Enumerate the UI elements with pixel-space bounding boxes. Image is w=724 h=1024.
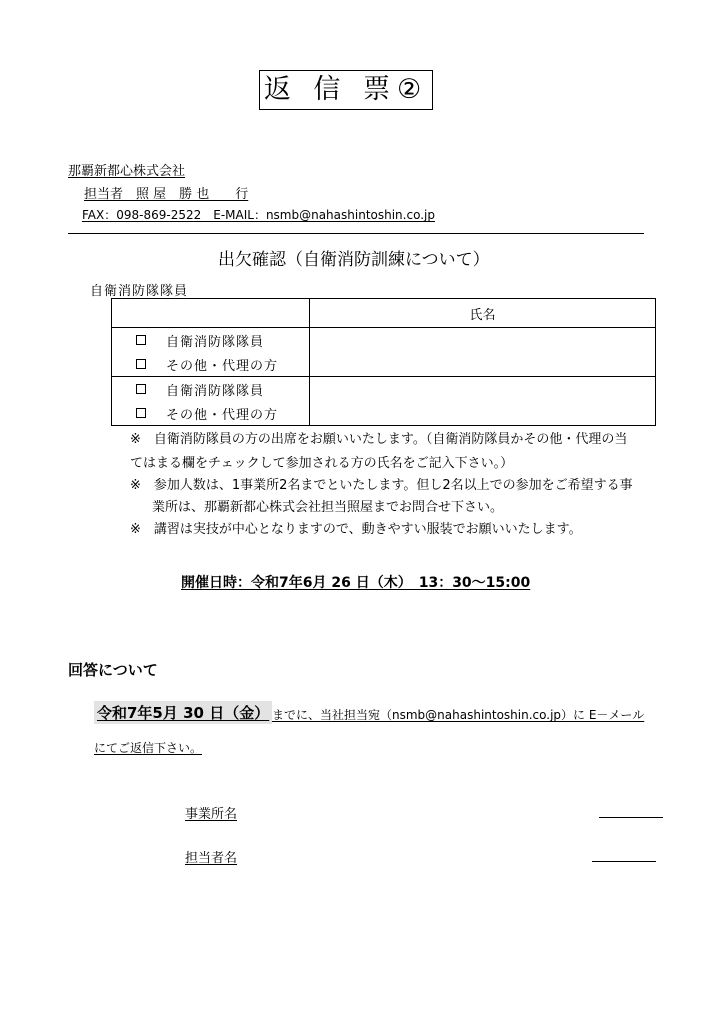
- divider-line: [68, 233, 644, 234]
- option-member-label: 自衛消防隊隊員: [166, 334, 265, 350]
- reply-deadline: 令和7年5月 30 日（金）: [94, 701, 272, 724]
- option-proxy-label: その他・代理の方: [166, 407, 279, 423]
- form-heading: 出欠確認（自衛消防訓練について）: [218, 250, 490, 270]
- office-name-label: 事業所名: [185, 807, 238, 822]
- reply-instruction-cont: にてご返信下さい。: [94, 741, 203, 755]
- office-name-line[interactable]: [599, 817, 663, 818]
- note-line: てはまる欄をチェックして参加される方の氏名をご記入下さい。）: [130, 456, 514, 471]
- recipient-fax-email: FAX：098-869-2522 E-MAIL：nsmb@nahashintoshin.co.jp: [82, 208, 435, 222]
- checkbox-member[interactable]: [136, 384, 146, 394]
- checkbox-member[interactable]: [136, 335, 146, 345]
- contact-name-label: 担当者名: [185, 851, 238, 866]
- attendee-type-cell: [112, 377, 310, 426]
- recipient-company: 那覇新都心株式会社: [68, 164, 186, 179]
- reply-instruction: までに、当社担当宛（nsmb@nahashintoshin.co.jp）に E－メール: [272, 708, 645, 722]
- table-header-blank: [112, 299, 310, 328]
- option-member[interactable]: [112, 377, 309, 401]
- option-member[interactable]: [112, 328, 309, 352]
- table-row: [112, 377, 656, 426]
- section-label: 自衛消防隊隊員: [90, 284, 189, 299]
- checkbox-proxy[interactable]: [136, 408, 146, 418]
- page-title: 返 信 票②: [259, 70, 433, 110]
- note-line: ※ 自衛消防隊員の方の出席をお願いいたします。（自衛消防隊員かその他・代理の当: [130, 432, 628, 447]
- note-line: ※ 講習は実技が中心となりますので、動きやすい服装でお願いいたします。: [130, 522, 582, 537]
- attendee-name-field[interactable]: [310, 377, 656, 426]
- table-header-row: [112, 299, 656, 328]
- answer-heading: 回答について: [68, 661, 158, 679]
- contact-name-line[interactable]: [592, 861, 656, 862]
- table-row: [112, 328, 656, 377]
- checkbox-proxy[interactable]: [136, 359, 146, 369]
- note-line: 業所は、那覇新都心株式会社担当照屋までお問合せ下さい。: [152, 500, 504, 515]
- event-datetime: 開催日時：令和7年6月 26 日（木） 13：30〜15:00: [181, 575, 531, 591]
- attendance-table: [111, 298, 656, 426]
- note-line: ※ 参加人数は、1事業所2名までといたします。但し2名以上での参加をご希望する事: [130, 478, 633, 493]
- table-header-name: 氏名: [310, 299, 656, 328]
- option-proxy[interactable]: [112, 401, 309, 425]
- option-proxy-label: その他・代理の方: [166, 358, 279, 374]
- option-proxy[interactable]: [112, 352, 309, 376]
- option-member-label: 自衛消防隊隊員: [166, 383, 265, 399]
- attendee-type-cell: [112, 328, 310, 377]
- recipient-contact: 担当者 照 屋 勝 也 行: [84, 187, 249, 202]
- attendee-name-field[interactable]: [310, 328, 656, 377]
